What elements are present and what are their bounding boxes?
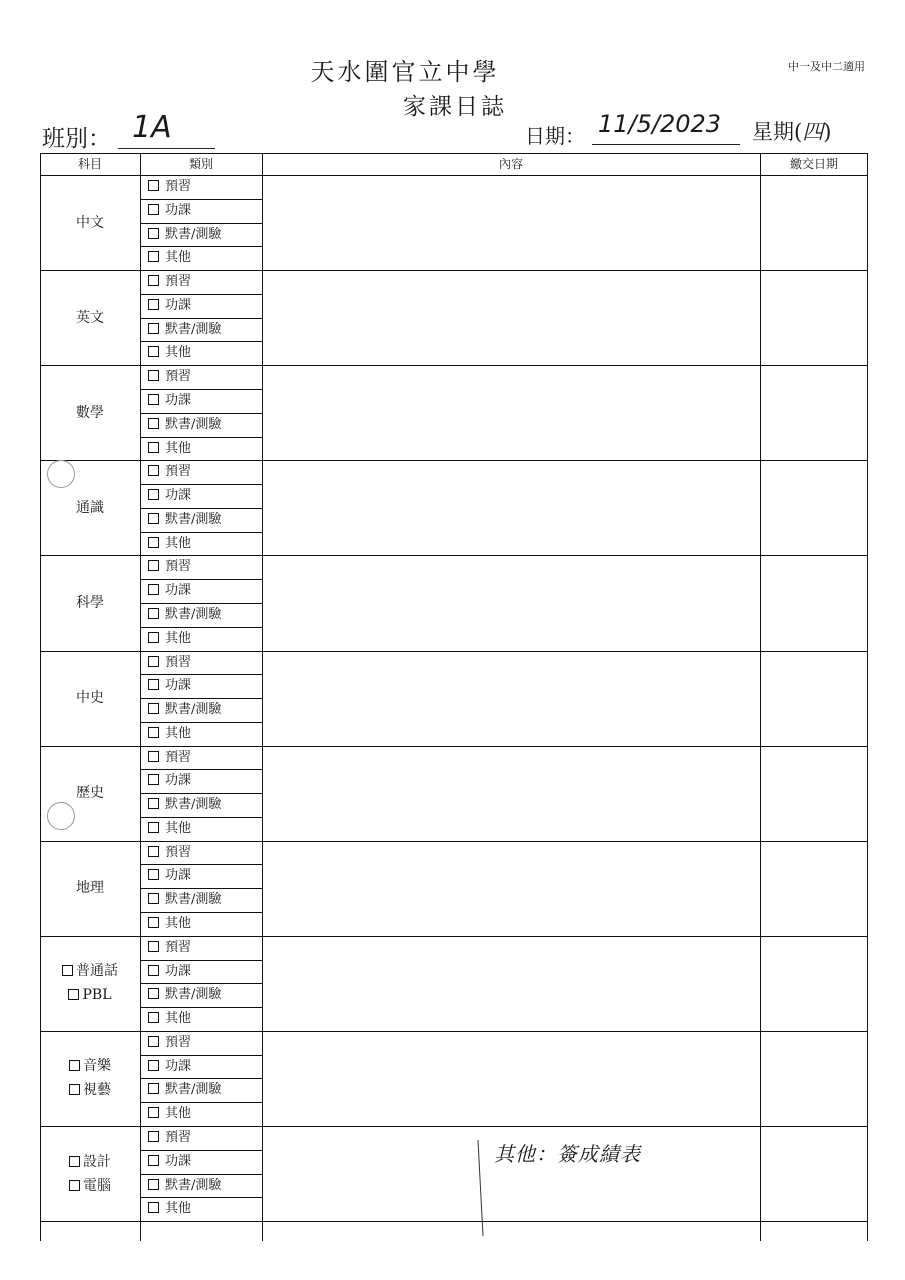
checkbox-icon[interactable]	[148, 632, 159, 643]
category-option-label: 默書/測驗	[165, 512, 222, 527]
category-option[interactable]	[148, 627, 191, 650]
checkbox-icon[interactable]	[148, 798, 159, 809]
category-option[interactable]	[148, 389, 191, 412]
category-option[interactable]	[148, 1031, 191, 1054]
category-option-label: 功課	[165, 1059, 192, 1074]
category-option[interactable]	[148, 365, 191, 388]
category-option-label: 功課	[165, 678, 192, 693]
category-option-label: 預習	[165, 750, 192, 765]
date-value[interactable]: 11/5/2023	[598, 110, 722, 138]
category-option-label: 其他	[165, 441, 192, 456]
checkbox-icon[interactable]	[148, 1036, 159, 1047]
checkbox-icon[interactable]	[148, 275, 159, 286]
category-option[interactable]	[148, 651, 191, 674]
checkbox-icon[interactable]	[148, 1179, 159, 1190]
category-option[interactable]	[148, 960, 191, 983]
category-option[interactable]	[148, 437, 191, 460]
category-option[interactable]	[148, 555, 191, 578]
category-option-label: 其他	[165, 726, 192, 741]
form-title: 家課日誌	[403, 94, 507, 120]
category-option[interactable]	[148, 413, 221, 436]
category-option-label: 其他	[165, 1011, 192, 1026]
category-option-label: 默書/測驗	[165, 797, 222, 812]
category-option[interactable]	[148, 817, 191, 840]
category-option-label: 功課	[165, 203, 192, 218]
weekday-field	[752, 116, 831, 146]
subject-label	[40, 781, 140, 805]
checkbox-icon[interactable]	[148, 465, 159, 476]
category-option-label: 默書/測驗	[165, 227, 222, 242]
checkbox-icon[interactable]	[148, 608, 159, 619]
category-option-label: 默書/測驗	[165, 607, 222, 622]
checkbox-icon[interactable]	[148, 251, 159, 262]
subject-name: 地理	[76, 880, 104, 896]
category-option-label: 功課	[165, 393, 192, 408]
table-vertical-rule	[760, 153, 761, 1241]
category-option[interactable]	[148, 532, 191, 555]
category-option-label: 默書/測驗	[165, 322, 222, 337]
checkbox-icon[interactable]	[148, 774, 159, 785]
class-underline	[118, 148, 215, 149]
category-option-label: 默書/測驗	[165, 1082, 222, 1097]
subject-label	[40, 211, 140, 235]
class-label: 班別：	[42, 126, 111, 152]
category-option[interactable]	[148, 460, 191, 483]
header-content: 內容	[498, 157, 523, 171]
weekday-close: )	[823, 120, 832, 144]
subject-label	[40, 496, 140, 520]
category-option[interactable]	[148, 1007, 191, 1030]
category-option-label: 其他	[165, 345, 192, 360]
category-option[interactable]	[148, 1078, 221, 1101]
checkbox-icon[interactable]	[148, 1131, 159, 1142]
checkbox-icon[interactable]	[148, 418, 159, 429]
category-option-label: 預習	[165, 1035, 192, 1050]
category-option-label: 其他	[165, 1201, 192, 1216]
category-option[interactable]	[148, 674, 191, 697]
category-option-label: 預習	[165, 559, 192, 574]
category-option[interactable]	[148, 199, 191, 222]
category-option[interactable]	[148, 294, 191, 317]
checkbox-icon[interactable]	[148, 228, 159, 239]
category-option[interactable]	[148, 746, 191, 769]
subject-line	[40, 306, 140, 330]
checkbox-icon[interactable]	[69, 1060, 80, 1071]
category-option-label: 其他	[165, 821, 192, 836]
checkbox-icon[interactable]	[148, 703, 159, 714]
checkbox-icon[interactable]	[148, 727, 159, 738]
category-option-label: 功課	[165, 1154, 192, 1169]
subject-group-rule	[40, 1221, 868, 1222]
category-option-label: 默書/測驗	[165, 892, 222, 907]
subject-line[interactable]	[40, 1150, 140, 1174]
table-vertical-rule	[262, 153, 263, 1241]
category-option-label: 預習	[165, 179, 192, 194]
checkbox-icon[interactable]	[148, 394, 159, 405]
category-option-label: 功課	[165, 964, 192, 979]
category-option[interactable]	[148, 270, 191, 293]
checkbox-icon[interactable]	[148, 822, 159, 833]
subject-line	[40, 591, 140, 615]
weekday-value[interactable]: 四	[802, 120, 824, 144]
category-option-label: 其他	[165, 916, 192, 931]
punch-hole	[47, 802, 75, 830]
category-option-label: 默書/測驗	[165, 1178, 222, 1193]
checkbox-icon[interactable]	[148, 1202, 159, 1213]
checkbox-icon[interactable]	[148, 846, 159, 857]
weekday-label: 星期(	[752, 120, 803, 144]
checkbox-icon[interactable]	[148, 1083, 159, 1094]
category-option[interactable]	[148, 175, 191, 198]
subject-line	[40, 781, 140, 805]
category-option-label: 功課	[165, 773, 192, 788]
checkbox-icon[interactable]	[69, 1180, 80, 1191]
category-option-label: 預習	[165, 274, 192, 289]
category-option[interactable]	[148, 341, 191, 364]
table-top-rule	[40, 153, 868, 154]
subject-name: 英文	[76, 310, 104, 326]
subject-label	[40, 1150, 140, 1198]
checkbox-icon[interactable]	[62, 965, 73, 976]
category-option[interactable]	[148, 1197, 191, 1220]
subject-name: 電腦	[83, 1178, 111, 1194]
checkbox-icon[interactable]	[148, 965, 159, 976]
category-option-label: 其他	[165, 631, 192, 646]
subject-name: PBL	[82, 987, 112, 1003]
checkbox-icon[interactable]	[148, 1012, 159, 1023]
checkbox-icon[interactable]	[148, 941, 159, 952]
subject-label	[40, 1054, 140, 1102]
subject-line	[40, 211, 140, 235]
category-option[interactable]	[148, 722, 191, 745]
checkbox-icon[interactable]	[148, 893, 159, 904]
category-option[interactable]	[148, 484, 191, 507]
subject-label	[40, 591, 140, 615]
category-option[interactable]	[148, 1150, 191, 1173]
category-option[interactable]	[148, 698, 221, 721]
subject-line[interactable]	[40, 1174, 140, 1198]
subject-label	[40, 959, 140, 1007]
checkbox-icon[interactable]	[68, 989, 79, 1000]
category-option-label: 預習	[165, 369, 192, 384]
category-option-label: 預習	[165, 940, 192, 955]
category-option-label: 其他	[165, 536, 192, 551]
category-option[interactable]	[148, 246, 191, 269]
school-name: 天水圍官立中學	[310, 58, 500, 86]
checkbox-icon[interactable]	[148, 584, 159, 595]
category-option[interactable]	[148, 769, 191, 792]
subject-line	[40, 686, 140, 710]
checkbox-icon[interactable]	[148, 751, 159, 762]
subject-label	[40, 686, 140, 710]
header-due-date: 繳交日期	[789, 157, 838, 171]
subject-line[interactable]	[40, 1078, 140, 1102]
applicable-note: 中一及中二適用	[788, 60, 865, 73]
checkbox-icon[interactable]	[148, 917, 159, 928]
checkbox-icon[interactable]	[148, 489, 159, 500]
category-option[interactable]	[148, 888, 221, 911]
category-option-label: 其他	[165, 1106, 192, 1121]
subject-line[interactable]	[40, 983, 140, 1007]
header-category: 類別	[188, 157, 213, 171]
subject-name: 設計	[83, 1154, 111, 1170]
subject-name: 中文	[76, 215, 104, 231]
checkbox-icon[interactable]	[148, 869, 159, 880]
category-option[interactable]	[148, 864, 191, 887]
category-option[interactable]	[148, 1102, 191, 1125]
category-option-label: 功課	[165, 868, 192, 883]
category-option-label: 功課	[165, 298, 192, 313]
subject-name: 音樂	[83, 1058, 111, 1074]
subject-label	[40, 876, 140, 900]
category-option[interactable]	[148, 1126, 191, 1149]
checkbox-icon[interactable]	[148, 1155, 159, 1166]
subject-line	[40, 496, 140, 520]
checkbox-icon[interactable]	[148, 988, 159, 999]
checkbox-icon[interactable]	[148, 323, 159, 334]
category-option-label: 預習	[165, 1130, 192, 1145]
category-option[interactable]	[148, 983, 221, 1006]
subject-label	[40, 401, 140, 425]
category-option[interactable]	[148, 318, 221, 341]
subject-line[interactable]	[40, 959, 140, 983]
checkbox-icon[interactable]	[69, 1156, 80, 1167]
subject-line[interactable]	[40, 1054, 140, 1078]
category-option-label: 其他	[165, 250, 192, 265]
checkbox-icon[interactable]	[148, 299, 159, 310]
table-vertical-rule	[867, 153, 868, 1241]
category-option[interactable]	[148, 1055, 191, 1078]
subject-name: 歷史	[76, 785, 104, 801]
category-option[interactable]	[148, 508, 221, 531]
category-option[interactable]	[148, 936, 191, 959]
punch-hole	[47, 460, 75, 488]
checkbox-icon[interactable]	[148, 180, 159, 191]
checkbox-icon[interactable]	[148, 1060, 159, 1071]
checkbox-icon[interactable]	[148, 560, 159, 571]
subject-line	[40, 401, 140, 425]
date-underline	[592, 144, 740, 145]
checkbox-icon[interactable]	[148, 537, 159, 548]
checkbox-icon[interactable]	[69, 1084, 80, 1095]
subject-label	[40, 306, 140, 330]
category-option[interactable]	[148, 603, 221, 626]
category-option-label: 預習	[165, 845, 192, 860]
subject-line	[40, 876, 140, 900]
checkbox-icon[interactable]	[148, 513, 159, 524]
header-subject: 科目	[77, 157, 102, 171]
category-option[interactable]	[148, 912, 191, 935]
subject-name: 中史	[76, 690, 104, 706]
subject-name: 視藝	[83, 1082, 111, 1098]
subject-name: 數學	[76, 405, 104, 421]
checkbox-icon[interactable]	[148, 656, 159, 667]
category-option-label: 預習	[165, 464, 192, 479]
subject-name: 普通話	[76, 963, 118, 979]
category-option-label: 默書/測驗	[165, 702, 222, 717]
date-label: 日期：	[525, 124, 585, 148]
category-option[interactable]	[148, 579, 191, 602]
category-option[interactable]	[148, 223, 221, 246]
subject-name: 科學	[76, 595, 104, 611]
class-value[interactable]: 1A	[132, 110, 172, 145]
category-option-label: 預習	[165, 655, 192, 670]
category-option-label: 功課	[165, 488, 192, 503]
checkbox-icon[interactable]	[148, 1107, 159, 1118]
category-option[interactable]	[148, 793, 221, 816]
category-option-label: 默書/測驗	[165, 987, 222, 1002]
category-option-label: 功課	[165, 583, 192, 598]
checkbox-icon[interactable]	[148, 442, 159, 453]
checkbox-icon[interactable]	[148, 204, 159, 215]
checkbox-icon[interactable]	[148, 370, 159, 381]
category-option-label: 默書/測驗	[165, 417, 222, 432]
category-option[interactable]	[148, 1174, 221, 1197]
handwritten-note[interactable]: 其他：簽成績表	[494, 1142, 641, 1166]
checkbox-icon[interactable]	[148, 346, 159, 357]
subject-name: 通識	[76, 500, 104, 516]
checkbox-icon[interactable]	[148, 679, 159, 690]
category-option[interactable]	[148, 841, 191, 864]
homework-table	[40, 153, 868, 1241]
